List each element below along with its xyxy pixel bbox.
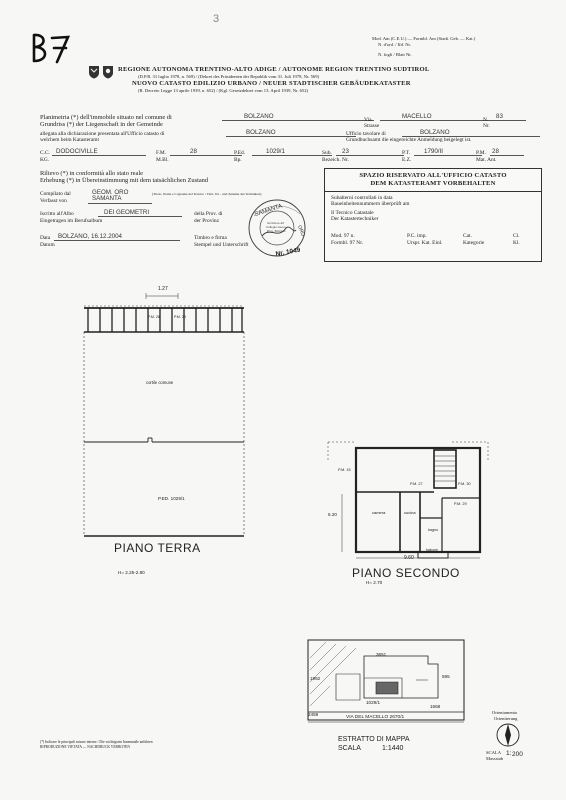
secondo-camera: camera <box>372 510 386 515</box>
stempel-label: Stempel und Unterschrift <box>194 242 249 248</box>
cat-label: Cat. <box>463 233 472 239</box>
orientation-scala-value: 1: <box>506 750 512 757</box>
reserved-box <box>324 168 542 262</box>
bezeich-label: Bezeich. Nr. <box>322 157 349 163</box>
grundbuch-label: Grundbuchsamt die eingereichte Anmeldung beigelegt ist. <box>346 137 472 143</box>
pm-value: 28 <box>490 149 524 156</box>
tavolare-label: Ufficio tavolare di <box>346 131 386 137</box>
map-scala-value: 1:1440 <box>382 745 404 752</box>
formbl97-label: Formbl. 97 Nr. <box>331 240 364 246</box>
professional-stamp <box>246 196 308 260</box>
map-street: VIA DEL MACELLO 2670/1 <box>346 715 405 720</box>
orientation-massstab-label: Massstab <box>486 756 504 761</box>
header-line1: REGIONE AUTONOMA TRENTINO-ALTO ADIGE / AUTONOME REGION TRENTINO SUDTIROL <box>118 66 430 73</box>
cl-label: Cl. <box>513 233 520 239</box>
pt-value: 1790/II <box>414 149 482 156</box>
allegata-label: allegata alla dichiarazione presentata all'Ufficio catasto di <box>40 131 165 137</box>
svg-text:Prov. Bolzano: Prov. Bolzano <box>267 229 286 233</box>
data-label: Data <box>40 235 51 241</box>
tecnico-label: Il Tecnico Catastale <box>331 209 374 216</box>
katastertechniker-label: Der Katastertechniker <box>331 216 379 223</box>
emblem-right <box>102 65 114 84</box>
emblem-left <box>88 65 100 84</box>
secondo-dim-side: 5.20 <box>328 512 337 517</box>
secondo-pm30: P.M. 30 <box>458 482 471 486</box>
orientation-scala-label: SCALA <box>486 750 502 755</box>
ped-label: P.Ed. <box>234 150 246 156</box>
ez-label: E.Z. <box>402 157 412 163</box>
mod-label: Mod. Am (C.E.U.) — Formbl. Am (Stadt. Geb. — Kat.) <box>372 36 476 41</box>
secondo-bagno: bagno <box>428 528 438 532</box>
plan-piano-terra <box>78 288 250 560</box>
footnote-line1: (*) Indicare le principali misure interne / Die wichtigsten Innenmaße anführen <box>40 740 153 744</box>
cc-value: DODOCIVILLE <box>52 149 146 156</box>
reserved-title-box <box>325 169 541 192</box>
map-p2459: 2459 <box>308 712 319 717</box>
verfasst-label: Verfasst von <box>40 198 67 204</box>
n-fogli-label: N. fogli / Blatt Nr. <box>378 52 412 58</box>
reserved-footer <box>331 233 537 253</box>
pm-label: P.M. <box>476 150 486 156</box>
svg-text:Collegio Geom.: Collegio Geom. <box>266 225 287 229</box>
prov-label: della Prov. di <box>194 211 223 217</box>
provinz-label: der Provinz <box>194 218 220 224</box>
mbl-label: M.Bl. <box>156 157 169 163</box>
secondo-title: PIANO SECONDO <box>352 566 460 580</box>
terra-dimension: 1.27 <box>158 286 168 292</box>
rilievo-label: Rilievo (*) in conformità allo stato reale <box>40 170 143 177</box>
ped-value: 1029/1 <box>252 149 332 156</box>
top-right-mod <box>372 36 562 58</box>
sub-label: Sub. <box>322 150 332 156</box>
page-mark: 3 <box>213 13 220 25</box>
kl-label: Kl. <box>513 240 520 246</box>
reserved-title2: DEM KATASTERAMT VORBEHALTEN <box>370 180 496 187</box>
bp-label: Bp. <box>234 157 242 163</box>
grundriss-label: Grundriss (*) der Liegenschaft in der Gemeinde <box>40 121 163 128</box>
handwritten-code <box>30 32 72 64</box>
compass-icon <box>494 722 522 753</box>
svg-text:Nr. 1049: Nr. 1049 <box>275 246 301 258</box>
footnote-line2: RIPRODUZIONE VIETATA — NACHDRUCK VERBOTEN <box>40 745 130 749</box>
compilato-value: GEOM. ORO SAMANTA <box>88 190 152 204</box>
iscritto-label: Iscritto all'Albo <box>40 211 74 217</box>
orientation-label1: Orientamento <box>492 710 518 715</box>
secondo-cucina: cucina <box>404 510 416 515</box>
tavolare-value: BOLZANO <box>402 130 540 137</box>
n-ord-label: N. d'ord. / Ifd. Nr. <box>378 41 411 47</box>
header <box>118 66 478 93</box>
map-p1982: 1982 <box>310 676 321 681</box>
planimetria-label: Planimetria (*) dell'immobile situato nel comune di <box>40 114 172 121</box>
secondo-pm29: P.M. 29 <box>454 502 467 506</box>
terra-pm-b: P.M. 29 <box>174 315 186 319</box>
sub-value: 23 <box>336 149 404 156</box>
orientation-label2: Orientierung <box>494 716 518 721</box>
form-row2 <box>40 131 540 145</box>
orientation-scala-num: 200 <box>512 751 523 758</box>
map-title: ESTRATTO DI MAPPA <box>338 736 410 743</box>
rilievo-block <box>40 170 320 185</box>
svg-text:ORO: ORO <box>296 224 306 238</box>
map-extract <box>306 638 466 730</box>
form-row1 <box>40 114 540 130</box>
timbro-label: Timbro e firma <box>194 235 227 241</box>
erhebung-label: Erhebung (*) in Übereinstimmung mit dem tatsächlichen Zustand <box>40 177 209 185</box>
svg-text:SAMANTA: SAMANTA <box>254 203 284 219</box>
map-p1029: 1029/1 <box>366 700 381 705</box>
terra-ped: P.ED. 1029/1 <box>158 496 185 501</box>
secondo-dim-width: 9.60 <box>404 555 414 561</box>
compilato-label: Compilato dal <box>40 191 71 197</box>
mat-label: Mat. Ant. <box>476 157 497 163</box>
form-row3 <box>40 148 540 164</box>
datum-label: Datum <box>40 242 55 248</box>
albo-value: DEI GEOMETRI <box>98 210 182 217</box>
header-line4: (R. Decreto Legge 13 aprile 1939, n. 652) / (Kgl. Gesetzdekret vom 13. April 1939, Nr. 652) <box>138 87 309 93</box>
secondo-pm15: P.M. 15 <box>338 468 351 472</box>
terra-title: PIANO TERRA <box>114 541 201 555</box>
footnote <box>40 740 310 750</box>
n-value: 83 <box>492 114 526 121</box>
n-label: N. <box>483 117 489 123</box>
data-value: BOLZANO, 16.12.2004 <box>54 234 180 241</box>
map-p3651: 3651 <box>376 652 387 657</box>
eingetragen-label: Eingetragen im Berufsalbum <box>40 218 103 224</box>
pt-label: P.T. <box>402 150 410 156</box>
map-p1668: 1668 <box>430 704 441 709</box>
terra-cortile: cortile comune <box>146 380 174 385</box>
kg-label: KG. <box>40 157 50 163</box>
comune-value: BOLZANO <box>222 114 374 121</box>
secondo-pm27: P.M. 27 <box>410 482 423 486</box>
compilato-note: (Titolo, Nome e Cognome del Tecnico / Titel, Vor - und Zuname des Technikers) <box>152 192 262 196</box>
ufficio-value: BOLZANO <box>226 130 356 137</box>
subalterni-label: Subalterni controllati in data <box>331 195 393 201</box>
reserved-title1: SPAZIO RISERVATO ALL'UFFICIO CATASTO <box>359 172 507 179</box>
via-label: Via <box>364 117 372 123</box>
kategorie-label: Kategorie <box>463 240 485 246</box>
via-value: MACELLO <box>380 114 502 121</box>
terra-pm-a: P.M. 28 <box>148 315 160 319</box>
welchem-label: welchem beim Katasteramt <box>40 137 99 143</box>
strasse-label: Strasse <box>364 123 380 129</box>
header-line2: (D.P.R. 31 luglio 1978, n. 569) / (Dekret des Präsidenten der Republik vom 31. Juli 1978, Nr. 569) <box>138 74 320 79</box>
pc-imp-label: P.C. imp. <box>407 233 427 239</box>
reserved-body <box>331 195 537 223</box>
terra-subtitle: H= 2.25-2.80 <box>118 570 145 575</box>
map-p595: 595 <box>442 674 450 679</box>
urspr-label: Urspr. Kat. Einl. <box>407 240 443 246</box>
plan-piano-secondo <box>322 438 494 562</box>
secondo-balcone: balcone <box>426 548 438 552</box>
secondo-subtitle: H= 2.70 <box>366 580 383 585</box>
fm-value: 28 <box>170 149 242 156</box>
fm-label: F.M. <box>156 150 167 156</box>
mod97-label: Mod. 97 n. <box>331 233 355 239</box>
svg-text:Iscrizione all': Iscrizione all' <box>267 221 285 225</box>
header-line3: NUOVO CATASTO EDILIZIO URBANO / NEUER STADTISCHER GEBÄUDEKATASTER <box>132 79 411 87</box>
cc-label: C.C. <box>40 150 50 156</box>
map-scala-label: SCALA <box>338 745 361 752</box>
baueinheiten-label: Baueinheitennummern überprüft am <box>331 201 410 208</box>
nr-label: Nr. <box>483 123 490 129</box>
